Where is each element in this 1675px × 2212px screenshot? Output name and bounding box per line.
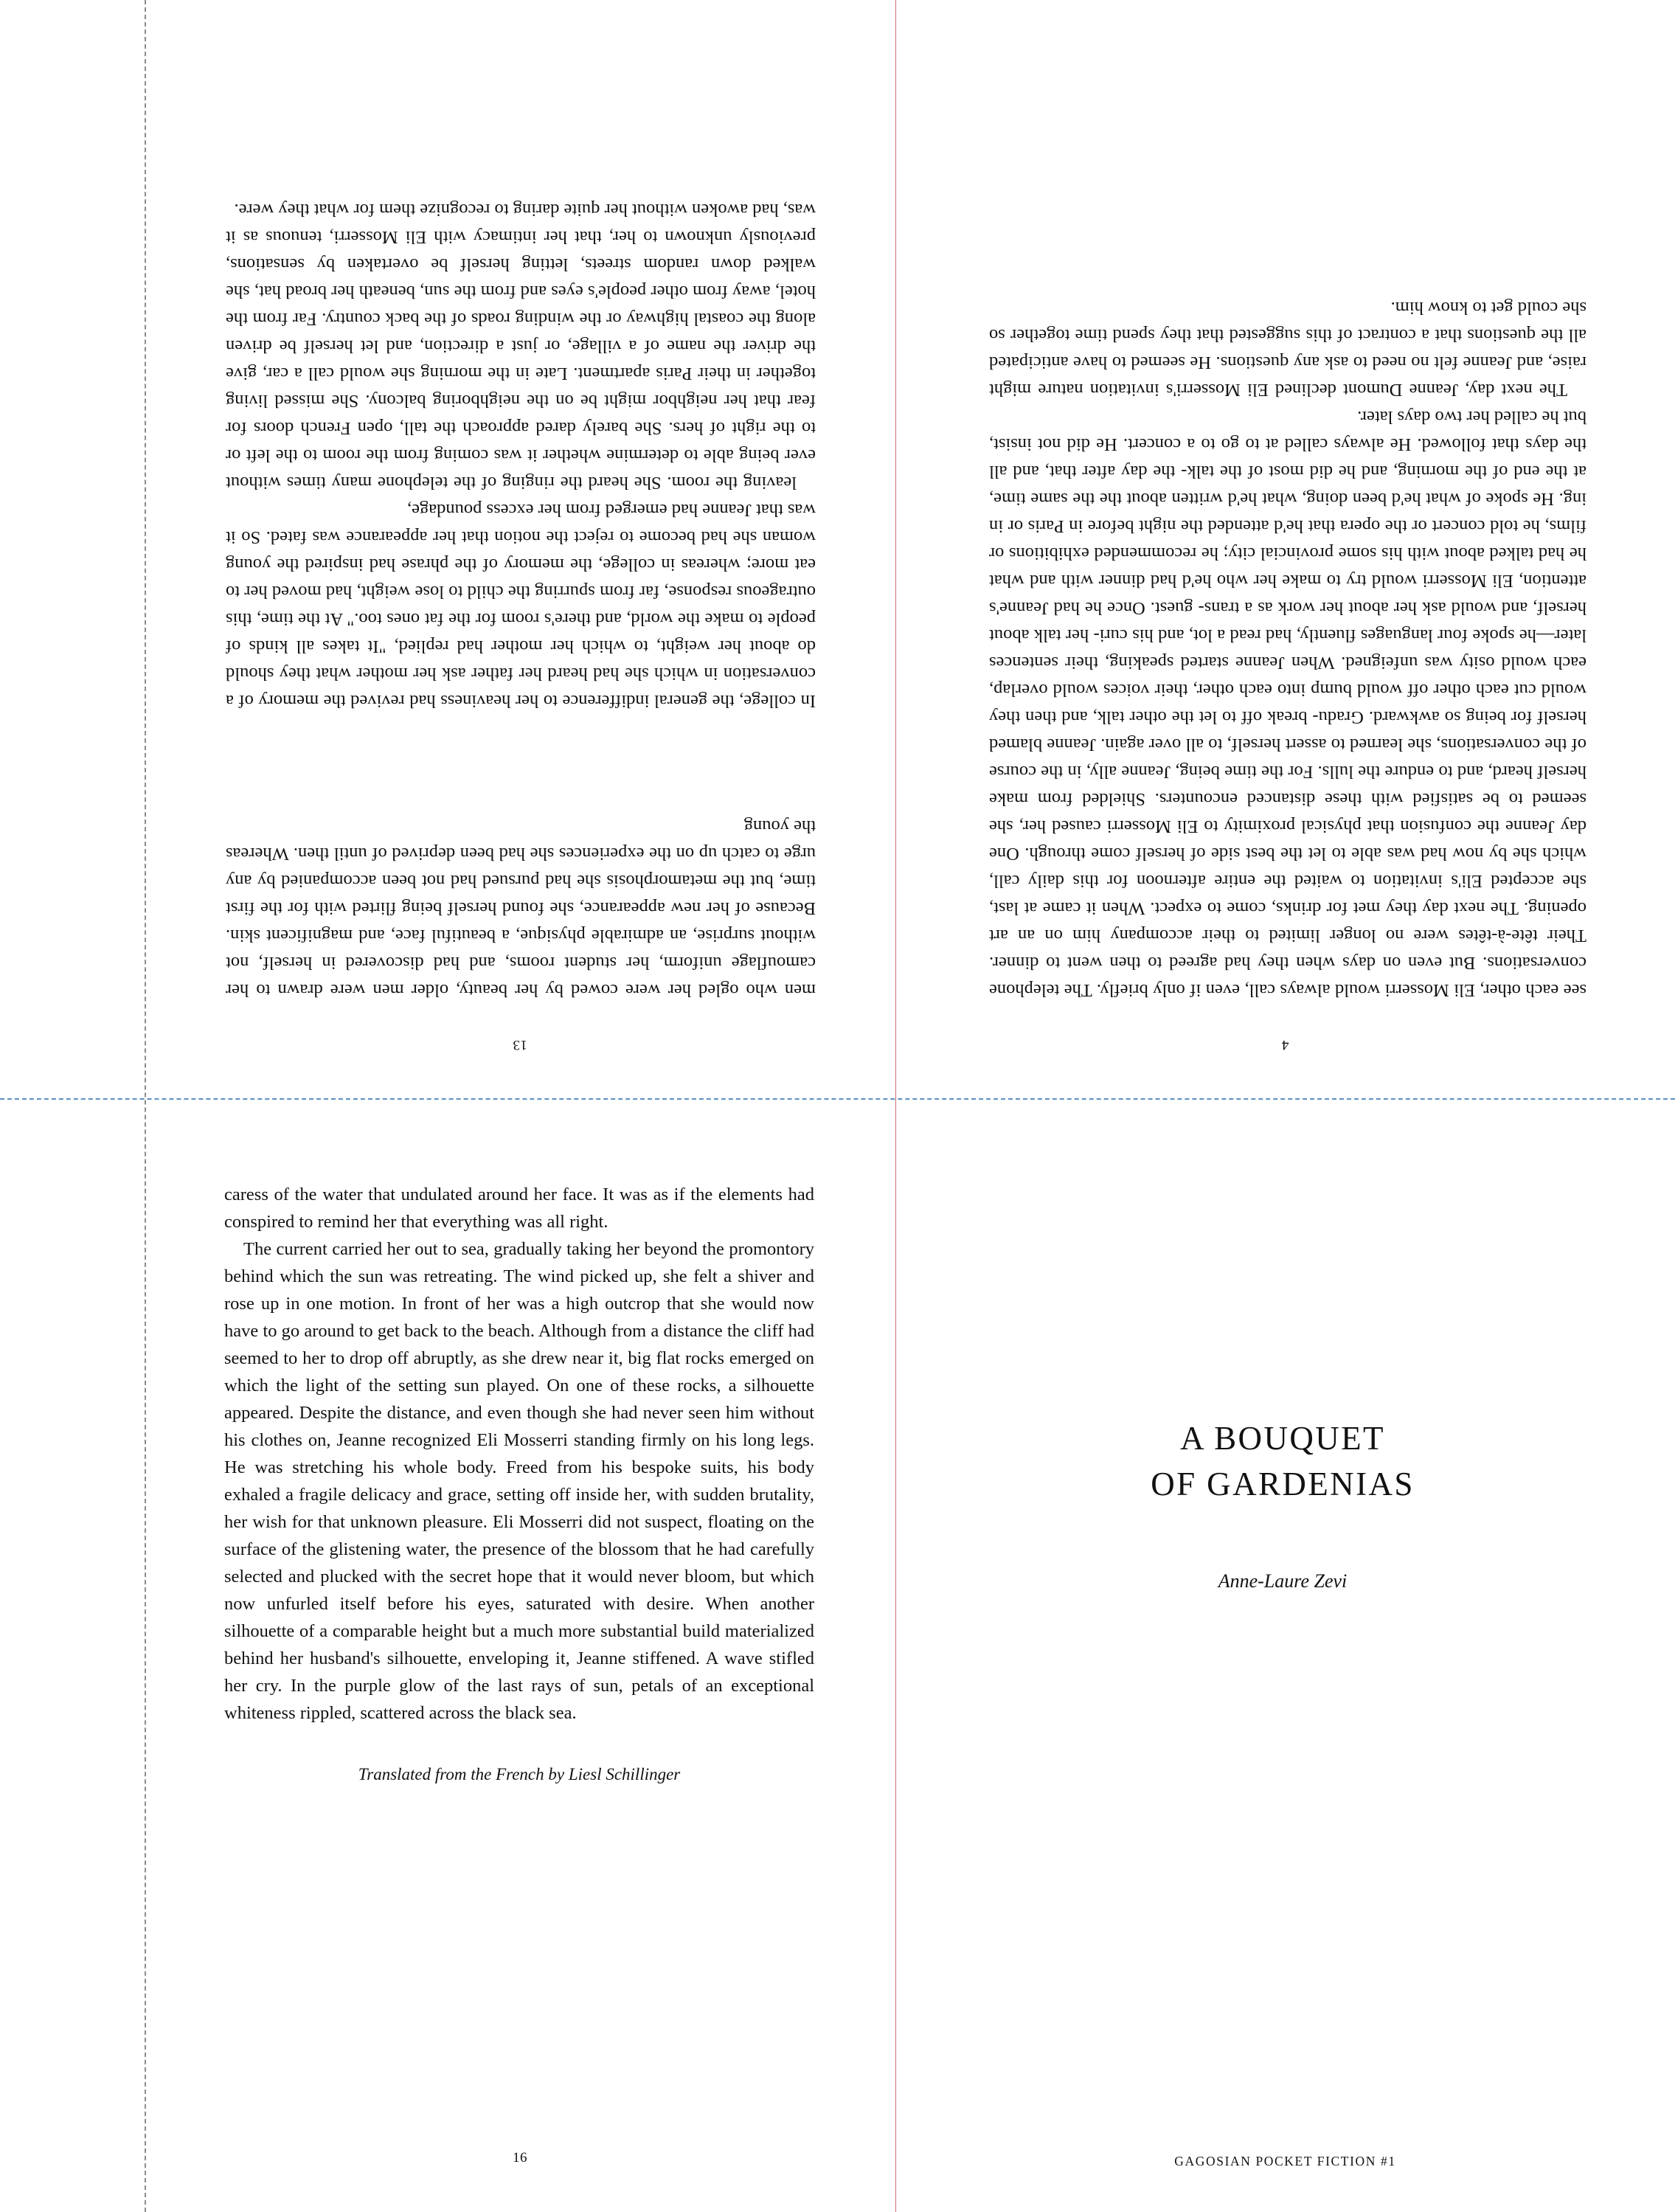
story-title xyxy=(984,1415,1581,1507)
page-top-right xyxy=(895,0,1675,1098)
folio-4: 4 xyxy=(1281,1037,1289,1053)
paragraph: men who ogled her were cowed by her beauty, older men were drawn to her camouflage uniform, her student rooms, and had discovered in herself, not without surprise, an admirable physique, a beautiful face, and magnificent skin. Because of her new appearance, she found herself being flirted with for the first time, but the metamorphosis she had pursued had not been accompanied by any urge to catch up on the experiences she had been deprived of until then. Whereas the young xyxy=(226,817,816,1000)
page-bottom-right xyxy=(895,1098,1675,2212)
story-title-line-2: OF GARDENIAS xyxy=(1151,1466,1415,1502)
body-text-top-left xyxy=(226,813,816,1004)
paragraph: In college, the general indifference to her heaviness had revived the memory of a conversation in which she had heard her father ask her mother what they should do about her weight, to which her mother had replied, "It takes all kinds of people to make the world, and there's room for the fat ones too." At the time, this outrageous response, far from spurring the child to lose weight, had moved her to eat more; whereas in college, the memory of the phrase had inspired the young woman she had become to reject the notion that her appearance was fated. So it was that Jeanne had emerged from her excess poundage, xyxy=(226,500,816,711)
translator-credit: Translated from the French by Liesl Schillinger xyxy=(358,1765,681,1783)
body-text-top-left-cont xyxy=(226,196,816,715)
story-author: Anne-Laure Zevi xyxy=(1218,1570,1348,1592)
body-text-top-right xyxy=(989,294,1586,1004)
body-text-bottom-left xyxy=(224,1181,814,1727)
paragraph: see each other, Eli Mosserri would always call, even if only briefly. The telephone conversations. But even on days when they had agreed to then went to dinner. Their tête-à-têtes were no longer limited to their accompany him on an art opening. The next day they met for drinks, come to expect. When it came at last, she accepted Eli's invitation to waited the entire afternoon for this daily call, which she by now had was able to let the best side of herself come through. One day Jeanne the confusion that physical proximity to Eli Mosserri caused her, she seemed to be satisfied with these distanced encounters. Shielded from make herself heard, and to endure the lulls. For the time being, Jeanne ally, in the course of the conversations, she learned to assert herself, to all over again. Jeanne blamed herself for being so awkward. Gradu- break off to let the other talk, and then they would cut each other off would bump into each other, their voices would overlap, each would osity was unfeigned. When Jeanne started speaking, their sentences later—he spoke four languages fluently, had read a lot, and his curi- her talk about herself, and would ask her about her work as a trans- guest. Once he had Jeanne's attention, Eli Mosserri would try to make her who he'd had dinner with and what he had talked about with his some provincial city; he recommended exhibitions or films, he told concert or the opera that he'd attended the night before in Paris or in ing. He spoke of what he'd been doing, what he'd written about the the same time, at the end of the morning, and he did most of the talk- the day after that, and all the days that followed. He always called at to go to a concert. He did not insist, but he called her two days later. xyxy=(989,407,1586,1000)
running-foot: GAGOSIAN POCKET FICTION #1 xyxy=(1174,2154,1396,2168)
page-bottom-left xyxy=(145,1098,895,2212)
story-title-line-1: A BOUQUET xyxy=(1180,1420,1385,1457)
paragraph: The next day, Jeanne Dumont declined Eli Mosserri's invitation nature might raise, and Jeanne felt no need to ask any questions. He seemed to have anticipated all the questions that a contract of this suggested that they spend time together so she could get to know him. xyxy=(989,298,1586,400)
paragraph: leaving the room. She heard the ringing of the telephone many times without ever being able to determine whether it was coming from the room to the left or to the right of hers. She barely dared approach the tall, open French doors for fear that her neighbor might be on the neighboring balcony. She missed living together in their Paris apartment. Late in the morning she would call a car, give the driver the name of a village, or just a direction, and let herself be driven along the coastal highway or the winding roads of the back country. Far from the hotel, away from other people's eyes and from the sun, beneath her broad hat, she walked down random streets, letting herself be overtaken by sensations, previously unknown to her, that her intimacy with Eli Mosserri, tenuous as it was, had awoken without her quite daring to recognize them for what they were. xyxy=(226,200,816,493)
folio-13: 13 xyxy=(513,1037,527,1053)
paragraph: caress of the water that undulated around her face. It was as if the elements had conspired to remind her that everything was all right. xyxy=(224,1185,814,1232)
folio-16: 16 xyxy=(513,2150,527,2166)
page-top-left xyxy=(145,0,895,1098)
paragraph: The current carried her out to sea, gradually taking her beyond the promontory behind which the sun was retreating. The wind picked up, she felt a shiver and rose up in one motion. In front of her was a high outcrop that she would now have to go around to get back to the beach. Although from a distance the cliff had seemed to her to drop off abruptly, as she drew near it, big flat rocks emerged on which the light of the setting sun played. On one of these rocks, a silhouette appeared. Despite the distance, and even though she had never seen him without his clothes on, Jeanne recognized Eli Mosserri standing firmly on his long legs. He was stretching his whole body. Freed from his bespoke suits, his body exhaled a fragile delicacy and grace, setting off inside her, with sudden brutality, her wish for that unknown pleasure. Eli Mosserri did not suspect, floating on the surface of the glistening water, the presence of the blossom that he had carefully selected and plucked with the secret hope that it would never bloom, but which now unfurled itself before his eyes, saturated with desire. When another silhouette of a comparable height but a much more substantial build materialized behind her husband's silhouette, enveloping it, Jeanne stiffened. A wave stifled her cry. In the purple glow of the last rays of sun, petals of an exceptional whiteness rippled, scattered across the black sea. xyxy=(224,1239,814,1723)
